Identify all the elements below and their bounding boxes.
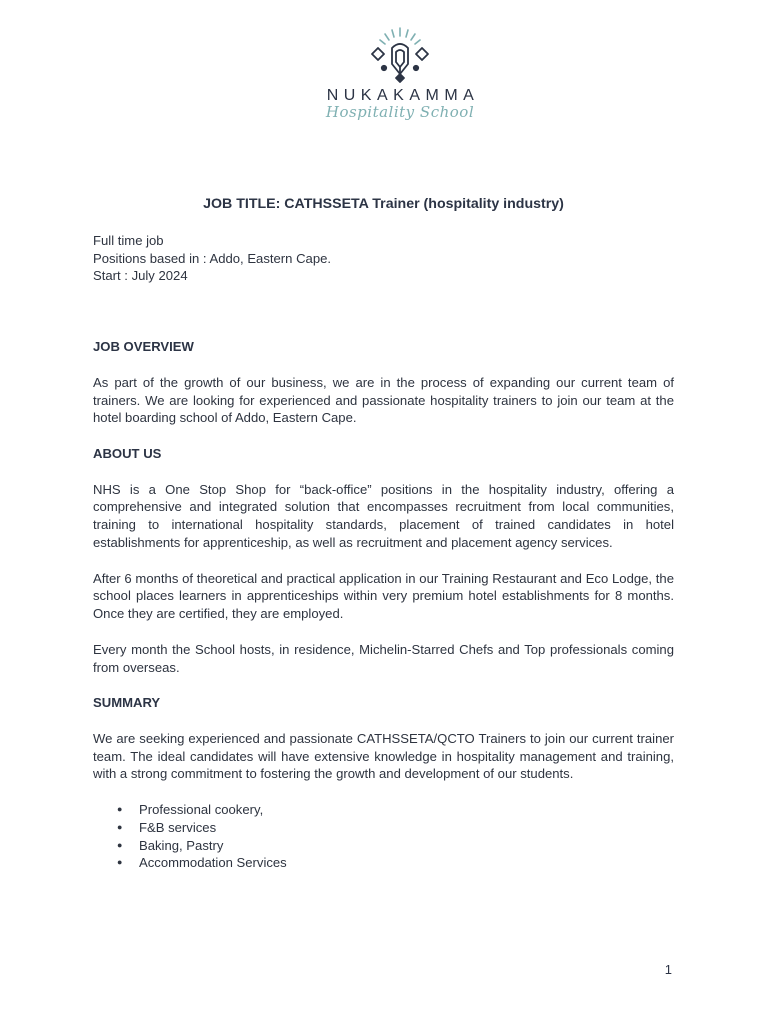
job-meta — [93, 232, 674, 285]
job-title: JOB TITLE: CATHSSETA Trainer (hospitality industry) — [203, 196, 564, 212]
job-start: Start : July 2024 — [93, 268, 188, 284]
job-type: Full time job — [93, 232, 164, 248]
about-heading: ABOUT US — [93, 445, 162, 461]
about-paragraph: Every month the School hosts, in residence, Michelin-Starred Chefs and Top professionals coming from overseas. — [93, 641, 674, 675]
list-item: ● Accommodation Services — [117, 854, 674, 872]
list-item: ● Baking, Pastry — [117, 837, 674, 855]
skills-list — [93, 801, 674, 872]
nukakamma-logo — [300, 26, 500, 136]
about-paragraph: After 6 months of theoretical and practical application in our Training Restaurant and Eco Lodge, the school places learners in apprenticeships within very premium hotel establishments for 8 months. Once they are certified, they are employed. — [93, 570, 674, 622]
list-item: ● Professional cookery, — [117, 801, 674, 819]
document-body — [93, 196, 674, 872]
sun-pencil-emblem-icon — [368, 26, 432, 84]
job-location: Positions based in : Addo, Eastern Cape. — [93, 250, 332, 266]
overview-text: As part of the growth of our business, we are in the process of expanding our current team of trainers. We are looking for experienced and passionate hospitality trainers to join our team at the hotel boarding school of Addo, Eastern Cape. — [93, 374, 674, 426]
about-paragraph: NHS is a One Stop Shop for “back-office” positions in the hospitality industry, offering a comprehensive and integrated solution that encompasses recruitment from local communities, training to international hospitality standards, placement of trained candidates in hotel establishments for apprenticeship, as well as recruitment and placement agency services. — [93, 481, 674, 550]
logo-script-text: Hospitality School — [325, 103, 475, 121]
logo-brand-name: NUKAKAMMA — [326, 87, 480, 104]
overview-heading: JOB OVERVIEW — [93, 339, 194, 355]
summary-heading: SUMMARY — [93, 695, 161, 711]
summary-text: We are seeking experienced and passionate CATHSSETA/QCTO Trainers to join our current trainer team. The ideal candidates will have extensive knowledge in hospitality management and training, with a strong commitment to fostering the growth and development of our students. — [93, 730, 674, 782]
list-item: ● F&B services — [117, 819, 674, 837]
page-number: 1 — [664, 962, 672, 977]
